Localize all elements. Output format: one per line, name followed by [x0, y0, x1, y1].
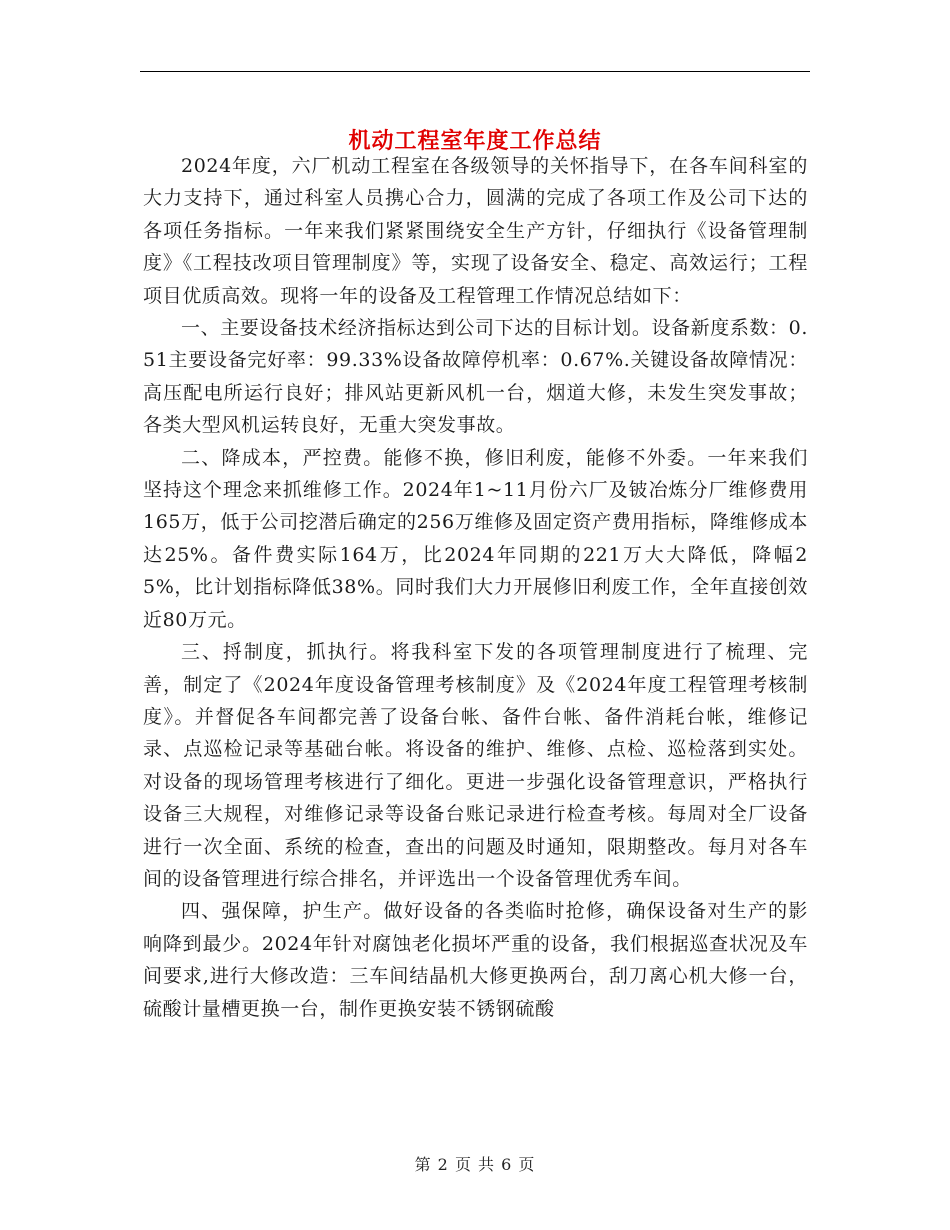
document-title: 机动工程室年度工作总结 [348, 127, 602, 154]
paragraph-intro: 2024年度，六厂机动工程室在各级领导的关怀指导下，在各车间科室的大力支持下，通过科室人员携心合力，圆满的完成了各项工作及公司下达的各项任务指标。一年来我们紧紧围绕安全生产方针，仔细执行《设备管理制度》《工程技改项目管理制度》等，实现了设备安全、稳定、高效运行；工程项目优质高效。现将一年的设备及工程管理工作情况总结如下： [143, 155, 808, 307]
paragraph-section-2: 二、降成本，严控费。能修不换，修旧利废，能修不外委。一年来我们坚持这个理念来抓维修工作。2024年1~11月份六厂及铍冶炼分厂维修费用165万，低于公司挖潜后确定的256万维修及固定资产费用指标，降维修成本达25%。备件费实际164万，比2024年同期的221万大大降低，降幅25%，比计划指标降低38%。同时我们大力开展修旧利废工作，全年直接创效近80万元。 [143, 446, 808, 631]
document-body [143, 150, 808, 1025]
page-number: 第 2 页 共 6 页 [414, 1155, 536, 1174]
paragraph-section-3: 三、捋制度，抓执行。将我科室下发的各项管理制度进行了梳理、完善，制定了《2024年度设备管理考核制度》及《2024年度工程管理考核制度》。并督促各车间都完善了设备台帐、备件台帐、备件消耗台帐，维修记录、点巡检记录等基础台帐。将设备的维护、维修、点检、巡检落到实处。对设备的现场管理考核进行了细化。更进一步强化设备管理意识，严格执行设备三大规程，对维修记录等设备台账记录进行检查考核。每周对全厂设备进行一次全面、系统的检查，查出的问题及时通知，限期整改。每月对各车间的设备管理进行综合排名，并评选出一个设备管理优秀车间。 [143, 641, 808, 890]
paragraph-section-1: 一、主要设备技术经济指标达到公司下达的目标计划。设备新度系数：0.51主要设备完好率：99.33%设备故障停机率：0.67%.关键设备故障情况：高压配电所运行良好；排风站更新风机一台，烟道大修，未发生突发事故；各类大型风机运转良好，无重大突发事故。 [143, 317, 808, 437]
header-rule [140, 71, 810, 72]
paragraph-section-4: 四、强保障，护生产。做好设备的各类临时抢修，确保设备对生产的影响降到最少。2024年针对腐蚀老化损坏严重的设备，我们根据巡查状况及车间要求,进行大修改造：三车间结晶机大修更换两台，刮刀离心机大修一台，硫酸计量槽更换一台，制作更换安装不锈钢硫酸 [143, 900, 808, 1020]
